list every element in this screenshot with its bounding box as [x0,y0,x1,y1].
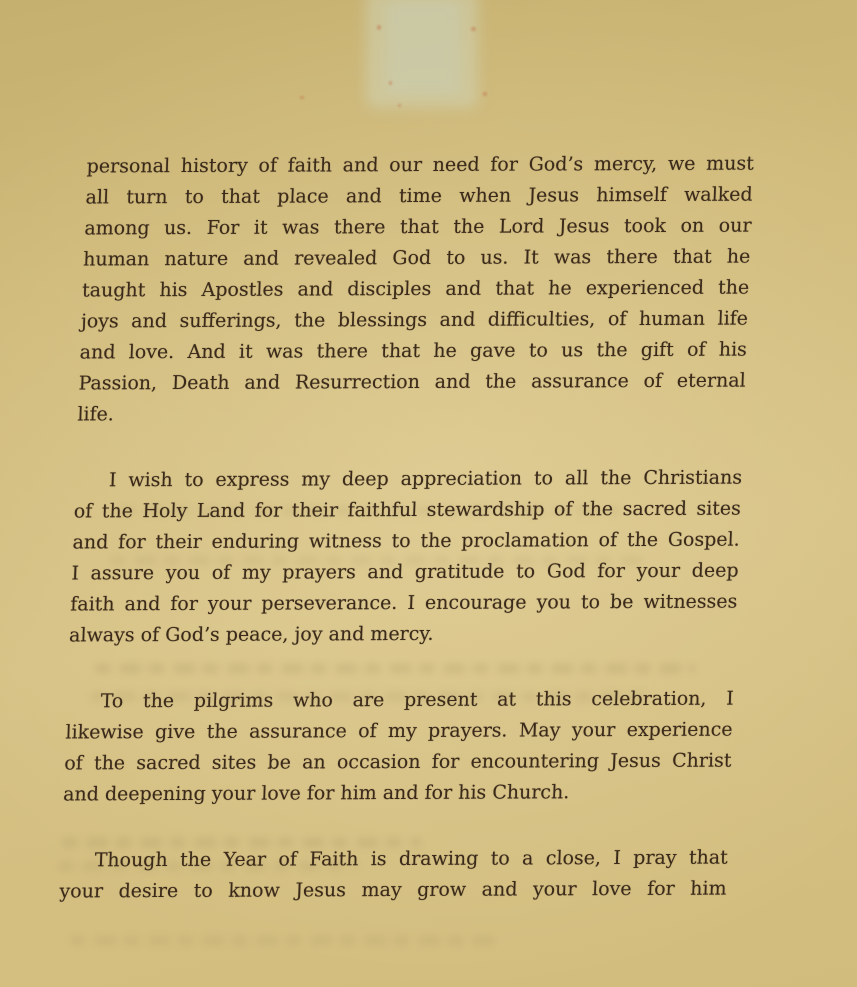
paragraph-4 [59,843,728,908]
text-line: I assure you of my prayers and gratitude to God for your deep [71,559,739,585]
text-line: Though the Year of Faith is drawing to a close, I pray that [94,846,729,872]
text-line: among us. For it was there that the Lord Jesus took on our [84,214,752,240]
text-line: To the pilgrims who are present at this celebration, I [100,687,735,713]
text-line: and deepening your love for him and for his Church. [62,781,570,806]
text-line: faith and for your perseverance. I encourage you to be witnesses [69,590,738,616]
text-line: of the sacred sites be an occasion for encountering Jesus Christ [63,749,732,775]
text-line: always of God’s peace, joy and mercy. [68,622,435,647]
text-line: of the Holy Land for their faithful stewardship of the sacred sites [73,497,742,523]
text-line: and for their enduring witness to the proclamation of the Gospel. [72,528,741,554]
text-line: Passion, Death and Resurrection and the assurance of eternal [78,369,747,395]
text-line: and love. And it was there that he gave to us the gift of his [79,338,748,364]
text-line: personal history of faith and our need for God’s mercy, we must [86,152,755,178]
text-line: life. [77,403,115,426]
paragraph-2 [69,463,743,652]
text-line: I wish to express my deep appreciation to all the Christians [108,466,743,492]
text-line: all turn to that place and time when Jesus himself walked [85,183,754,209]
ink-showthrough-artifact [70,936,500,945]
text-line: taught his Apostles and disciples and that he experienced the [81,276,750,302]
text-line: likewise give the assurance of my prayers. May your experience [65,718,734,744]
text-line: joys and sufferings, the blessings and difficulties, of human life [80,307,749,333]
paragraph-1 [77,149,755,431]
text-line: human nature and revealed God to us. It was there that he [82,245,751,271]
text-line: your desire to know Jesus may grow and your love for him [59,877,728,903]
paragraph-3 [63,684,735,811]
